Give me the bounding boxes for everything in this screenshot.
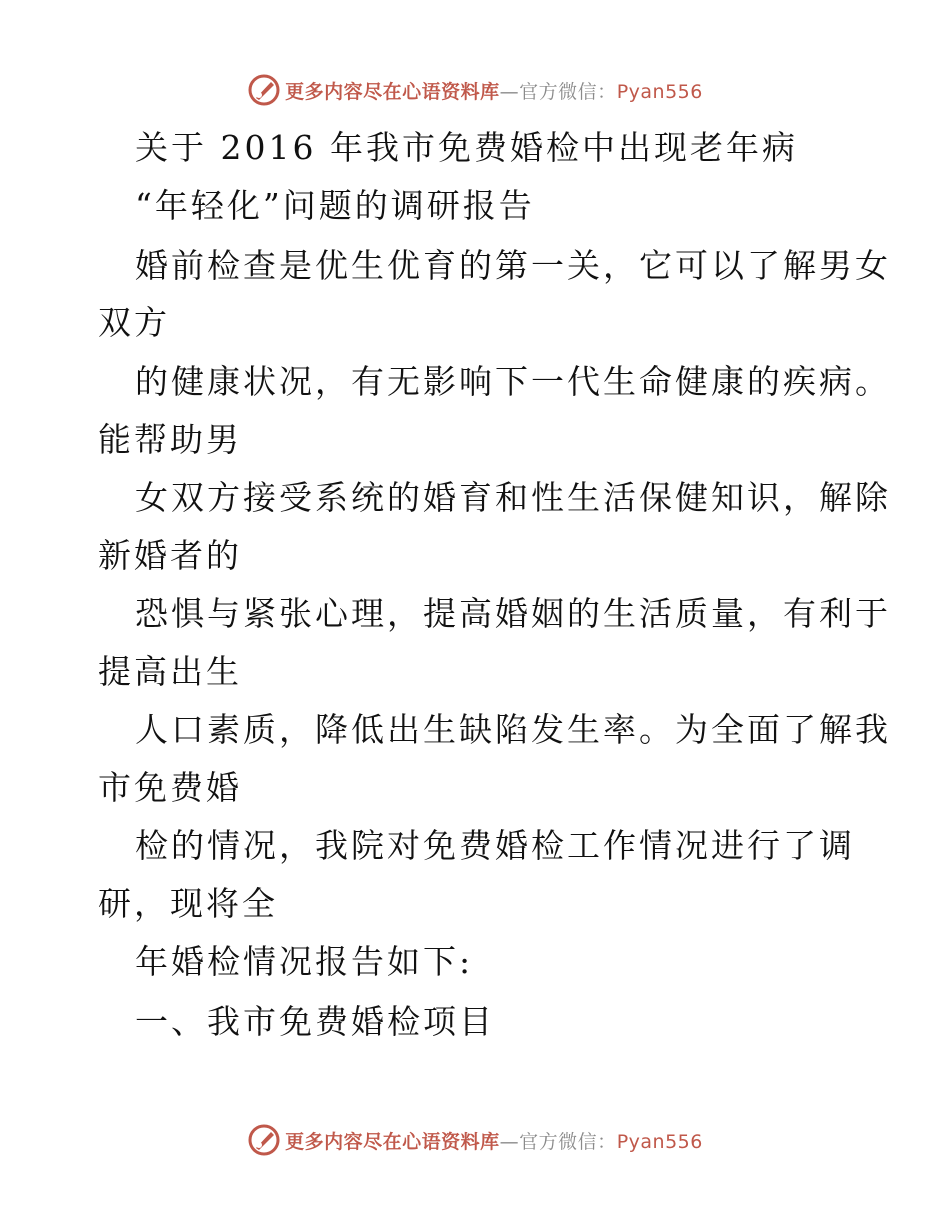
watermark-wechat-id: Pyan556 [616, 80, 703, 103]
watermark-separator: — [499, 1130, 520, 1153]
body-line: 人口素质，降低出生缺陷发生率。为全面了解我 [135, 710, 891, 749]
body-line: 恐惧与紧张心理，提高婚姻的生活质量，有利于 [135, 594, 891, 633]
watermark-brand: 更多内容尽在心语资料库 [285, 1130, 500, 1153]
body-line: 新婚者的 [98, 536, 242, 575]
doc-title-line-2: “年轻化”问题的调研报告 [135, 186, 535, 225]
quill-seal-logo-icon [247, 1123, 281, 1157]
body-line: 的健康状况，有无影响下一代生命健康的疾病。 [135, 362, 891, 401]
watermark-separator: — [499, 80, 520, 103]
section-heading: 一、我市免费婚检项目 [135, 1002, 495, 1041]
body-line: 年婚检情况报告如下: [135, 942, 474, 981]
watermark-wechat-id: Pyan556 [616, 1130, 703, 1153]
doc-title-line-1: 关于 2016 年我市免费婚检中出现老年病 [135, 128, 798, 167]
body-line: 市免费婚 [98, 768, 242, 807]
watermark-official: 官方微信： [519, 1130, 617, 1153]
body-line: 提高出生 [98, 652, 242, 691]
body-line: 婚前检查是优生优育的第一关，它可以了解男女 [135, 246, 891, 285]
body-line: 能帮助男 [98, 420, 242, 459]
watermark-text [285, 1127, 703, 1154]
body-line: 研，现将全 [98, 884, 278, 923]
footer-watermark [0, 1122, 950, 1158]
watermark-official: 官方微信： [519, 80, 617, 103]
watermark-brand: 更多内容尽在心语资料库 [285, 80, 500, 103]
body-line: 双方 [98, 303, 170, 342]
body-line: 检的情况，我院对免费婚检工作情况进行了调 [135, 826, 855, 865]
body-line: 女双方接受系统的婚育和性生活保健知识，解除 [135, 478, 891, 517]
